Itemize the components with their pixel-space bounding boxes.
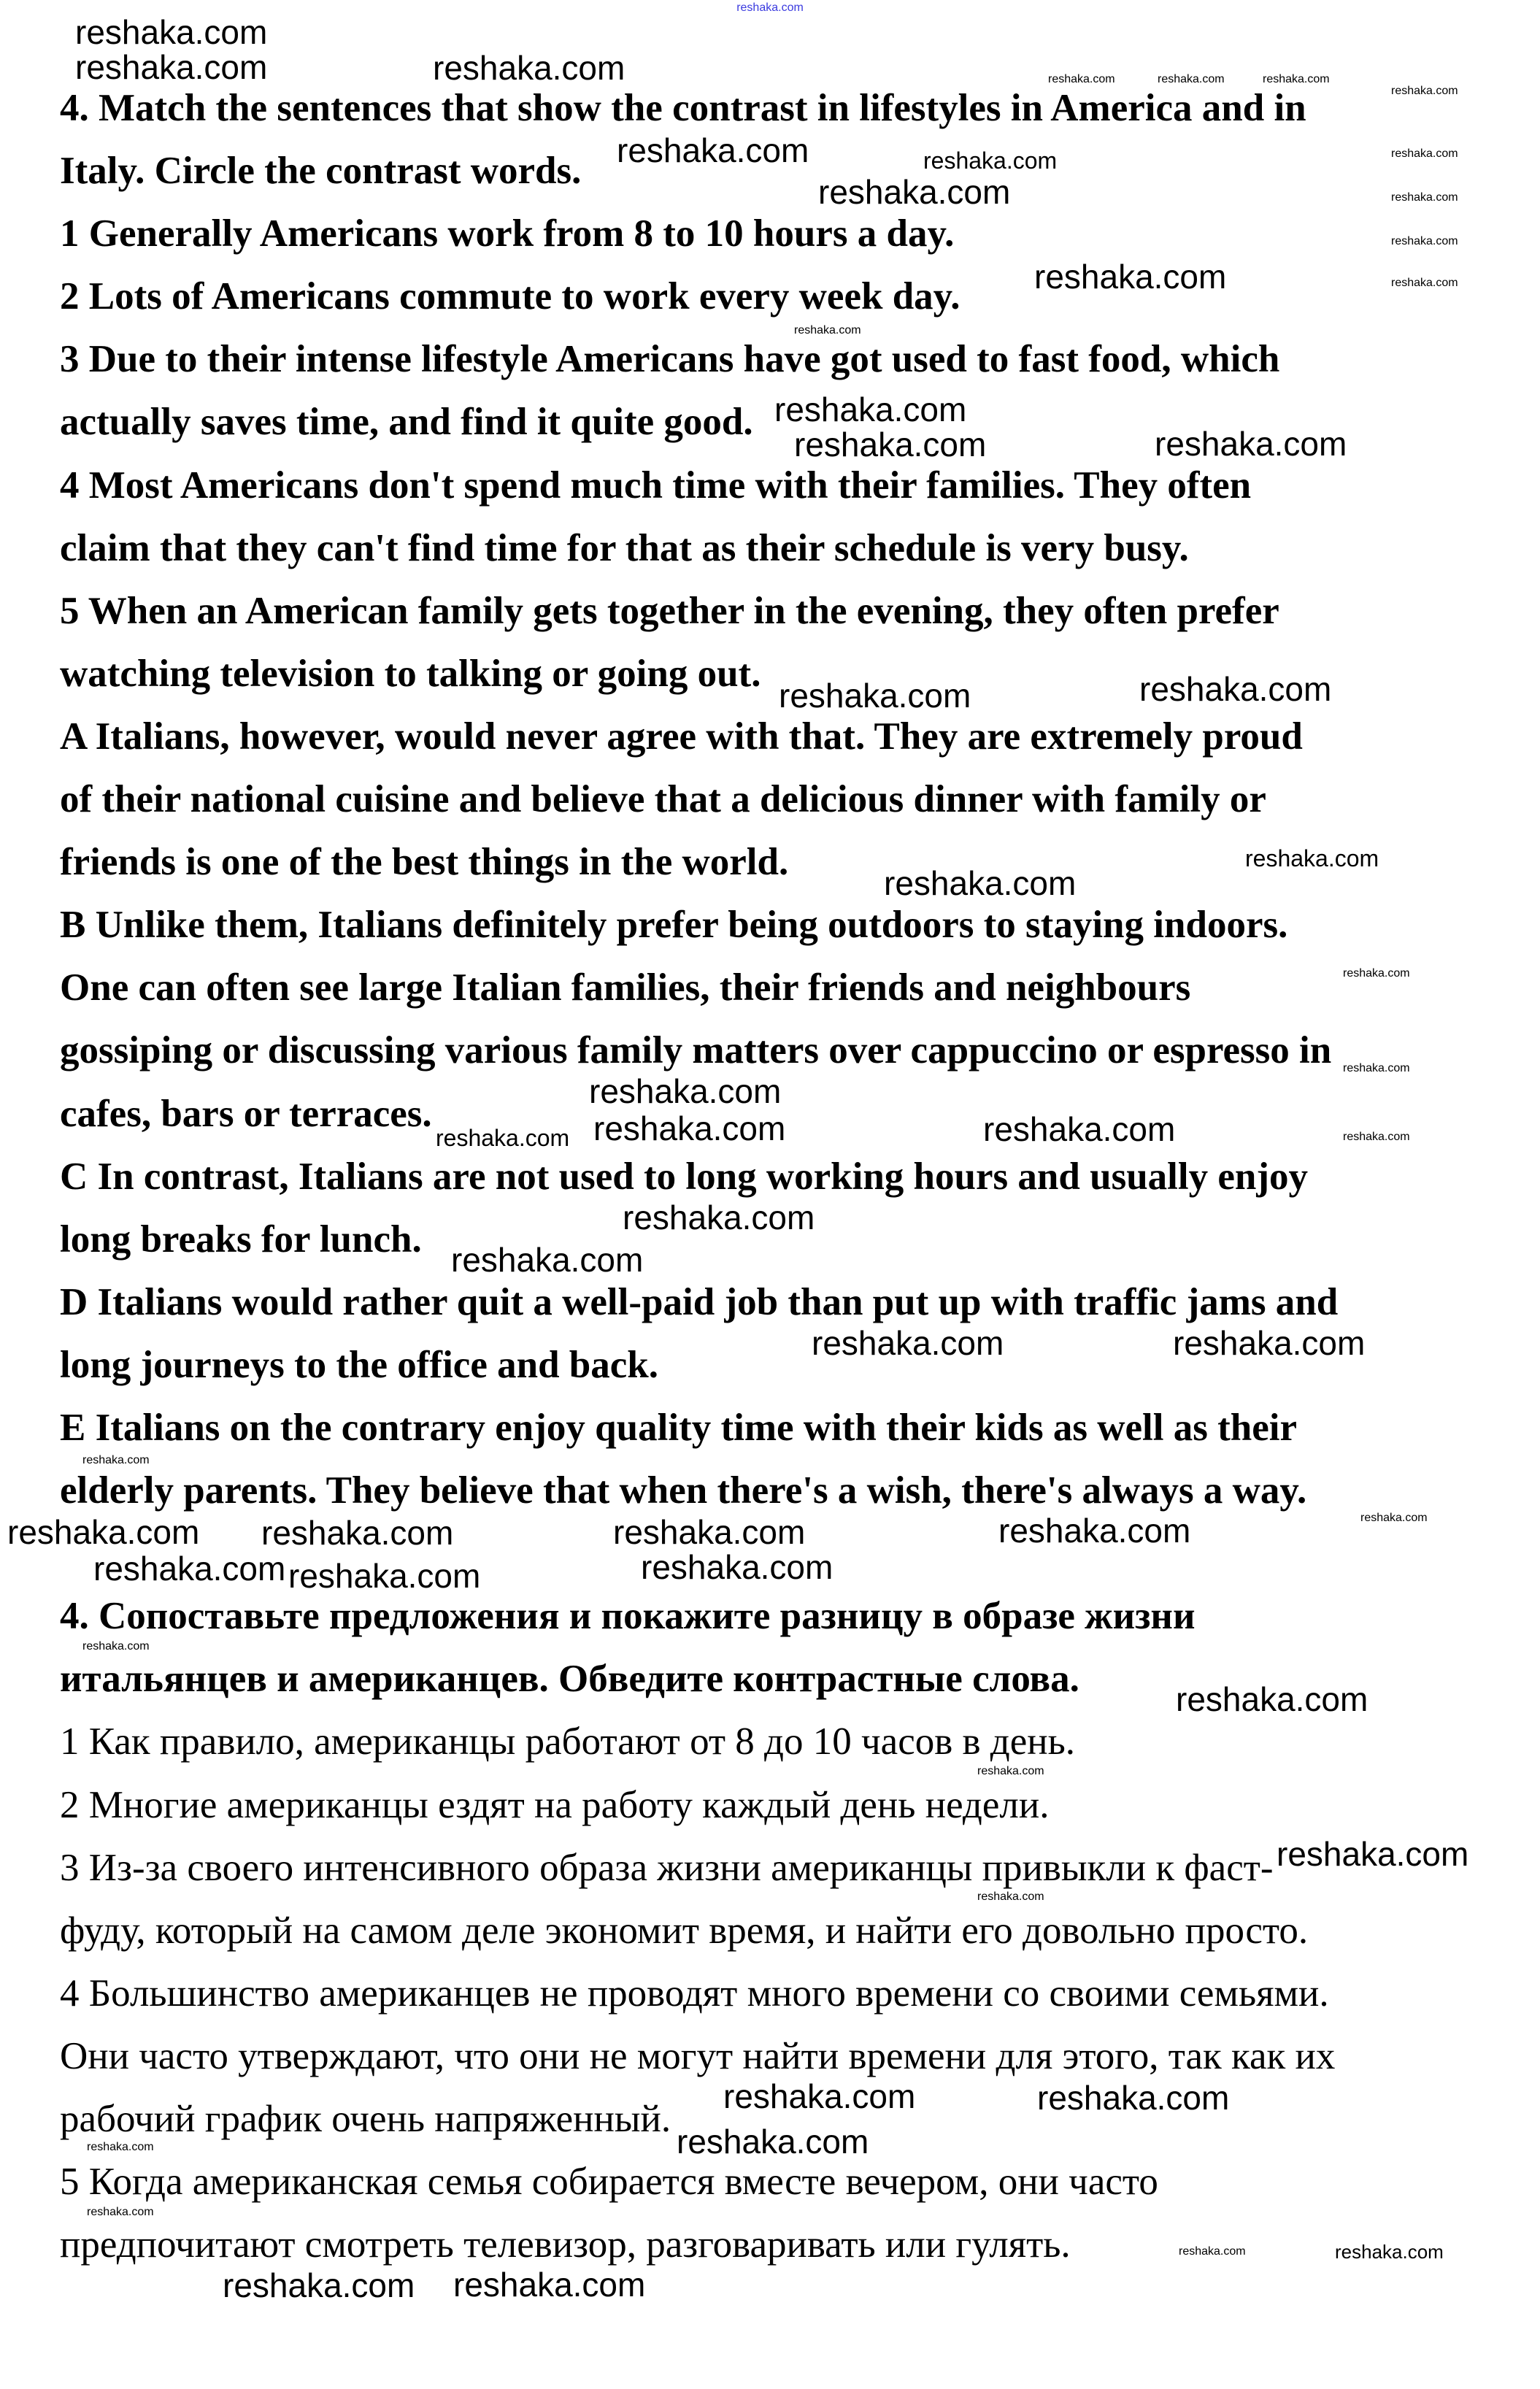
watermark: reshaka.com bbox=[1391, 147, 1458, 160]
watermark: reshaka.com bbox=[436, 1125, 570, 1151]
translation-line: рабочий график очень напряженный. bbox=[60, 2098, 671, 2140]
watermark: reshaka.com bbox=[1155, 425, 1347, 463]
watermark: reshaka.com bbox=[82, 1454, 150, 1466]
sentence-line: gossiping or discussing various family matters over cappuccino or espresso in bbox=[60, 1029, 1332, 1072]
translation-line: 3 Из-за своего интенсивного образа жизни американцы привыкли к фаст- bbox=[60, 1846, 1274, 1889]
watermark: reshaka.com bbox=[723, 2077, 916, 2115]
watermark: reshaka.com bbox=[1343, 1062, 1410, 1074]
translation-line: 4 Большинство американцев не проводят много времени со своими семьями. bbox=[60, 1971, 1329, 2015]
watermark: reshaka.com bbox=[794, 426, 987, 463]
watermark: reshaka.com bbox=[1179, 2245, 1246, 2258]
watermark: reshaka.com bbox=[1263, 73, 1330, 85]
watermark: reshaka.com bbox=[433, 49, 625, 87]
watermark: reshaka.com bbox=[998, 1512, 1191, 1550]
translation-line: предпочитают смотреть телевизор, разговаривать или гулять. bbox=[60, 2223, 1071, 2266]
sentence-line: 4 Most Americans don't spend much time with their families. They often bbox=[60, 463, 1252, 507]
watermark: reshaka.com bbox=[794, 324, 861, 336]
sentence-line: A Italians, however, would never agree with that. They are extremely proud bbox=[60, 715, 1303, 758]
sentence-line: 5 When an American family gets together in the evening, they often prefer bbox=[60, 589, 1279, 632]
watermark: reshaka.com bbox=[1391, 235, 1458, 247]
watermark: reshaka.com bbox=[223, 2266, 415, 2304]
watermark: reshaka.com bbox=[677, 2123, 869, 2161]
sentence-line: E Italians on the contrary enjoy quality time with their kids as well as their bbox=[60, 1406, 1298, 1449]
sentence-line: watching television to talking or going out. bbox=[60, 652, 761, 695]
watermark: reshaka.com bbox=[75, 48, 268, 86]
watermark: reshaka.com bbox=[613, 1513, 806, 1551]
sentence-line: claim that they can't find time for that as their schedule is very busy. bbox=[60, 526, 1189, 569]
watermark: reshaka.com bbox=[977, 1765, 1044, 1777]
sentence-line: C In contrast, Italians are not used to long working hours and usually enjoy bbox=[60, 1155, 1309, 1198]
watermark: reshaka.com bbox=[1343, 967, 1410, 980]
watermark: reshaka.com bbox=[1037, 2079, 1230, 2117]
sentence-line: cafes, bars or terraces. bbox=[60, 1092, 432, 1135]
watermark: reshaka.com bbox=[617, 131, 809, 169]
watermark: reshaka.com bbox=[7, 1513, 200, 1551]
watermark: reshaka.com bbox=[1343, 1131, 1410, 1143]
watermark: reshaka.com bbox=[923, 147, 1058, 174]
watermark: reshaka.com bbox=[453, 2266, 646, 2304]
watermark: reshaka.com bbox=[884, 864, 1077, 902]
watermark: reshaka.com bbox=[1176, 1680, 1368, 1718]
watermark: reshaka.com bbox=[593, 1109, 786, 1147]
task-title-en: Italy. Circle the contrast words. bbox=[60, 150, 582, 193]
sentence-line: long journeys to the office and back. bbox=[60, 1343, 659, 1386]
watermark: reshaka.com bbox=[983, 1110, 1176, 1148]
site-link[interactable]: reshaka.com bbox=[736, 1, 804, 14]
translation-line: 2 Многие американцы ездят на работу каждый день недели. bbox=[60, 1783, 1050, 1826]
watermark: reshaka.com bbox=[1139, 670, 1332, 708]
translation-line: Они часто утверждают, что они не могут найти времени для этого, так как их bbox=[60, 2034, 1336, 2077]
watermark: reshaka.com bbox=[818, 173, 1011, 211]
watermark: reshaka.com bbox=[1335, 2241, 1444, 2263]
sentence-line: 2 Lots of Americans commute to work every week day. bbox=[60, 275, 960, 318]
sentence-line: friends is one of the best things in the world. bbox=[60, 841, 789, 884]
task-title-ru: 4. Сопоставьте предложения и покажите разницу в образе жизни bbox=[60, 1595, 1196, 1638]
watermark: reshaka.com bbox=[451, 1241, 644, 1279]
watermark: reshaka.com bbox=[641, 1548, 833, 1586]
sentence-line: of their national cuisine and believe that a delicious dinner with family or bbox=[60, 778, 1266, 821]
sentence-line: B Unlike them, Italians definitely prefer being outdoors to staying indoors. bbox=[60, 904, 1288, 947]
watermark: reshaka.com bbox=[1277, 1835, 1469, 1873]
watermark: reshaka.com bbox=[1048, 73, 1115, 85]
watermark: reshaka.com bbox=[261, 1514, 454, 1552]
watermark: reshaka.com bbox=[779, 677, 971, 715]
watermark: reshaka.com bbox=[82, 1640, 150, 1653]
sentence-line: 3 Due to their intense lifestyle Americans have got used to fast food, which bbox=[60, 338, 1280, 381]
translation-line: 5 Когда американская семья собирается вместе вечером, они часто bbox=[60, 2161, 1158, 2204]
watermark: reshaka.com bbox=[1360, 1512, 1428, 1524]
sentence-line: elderly parents. They believe that when there's a wish, there's always a way. bbox=[60, 1469, 1307, 1512]
watermark: reshaka.com bbox=[1173, 1324, 1366, 1362]
watermark: reshaka.com bbox=[1391, 191, 1458, 204]
watermark: reshaka.com bbox=[589, 1072, 782, 1110]
sentence-line: long breaks for lunch. bbox=[60, 1217, 422, 1261]
watermark: reshaka.com bbox=[1391, 85, 1458, 97]
watermark: reshaka.com bbox=[1158, 73, 1225, 85]
translation-line: фуду, который на самом деле экономит время, и найти его довольно просто. bbox=[60, 1909, 1309, 1952]
watermark: reshaka.com bbox=[93, 1550, 286, 1588]
watermark: reshaka.com bbox=[977, 1890, 1044, 1903]
watermark: reshaka.com bbox=[623, 1199, 815, 1236]
watermark: reshaka.com bbox=[1245, 845, 1379, 872]
watermark: reshaka.com bbox=[87, 2141, 154, 2153]
task-title-en: 4. Match the sentences that show the contrast in lifestyles in America and in bbox=[60, 87, 1306, 129]
watermark: reshaka.com bbox=[1034, 258, 1227, 296]
translation-line: 1 Как правило, американцы работают от 8 до 10 часов в день. bbox=[60, 1720, 1076, 1763]
watermark: reshaka.com bbox=[75, 13, 268, 51]
watermark: reshaka.com bbox=[774, 391, 967, 428]
watermark: reshaka.com bbox=[87, 2206, 154, 2218]
task-title-ru: итальянцев и американцев. Обведите контрастные слова. bbox=[60, 1658, 1079, 1701]
watermark: reshaka.com bbox=[288, 1557, 481, 1595]
sentence-line: actually saves time, and find it quite good. bbox=[60, 401, 753, 444]
watermark: reshaka.com bbox=[1391, 277, 1458, 289]
sentence-line: D Italians would rather quit a well-paid job than put up with traffic jams and bbox=[60, 1280, 1339, 1323]
watermark: reshaka.com bbox=[812, 1324, 1004, 1362]
sentence-line: One can often see large Italian families, their friends and neighbours bbox=[60, 966, 1191, 1009]
sentence-line: 1 Generally Americans work from 8 to 10 hours a day. bbox=[60, 212, 955, 255]
